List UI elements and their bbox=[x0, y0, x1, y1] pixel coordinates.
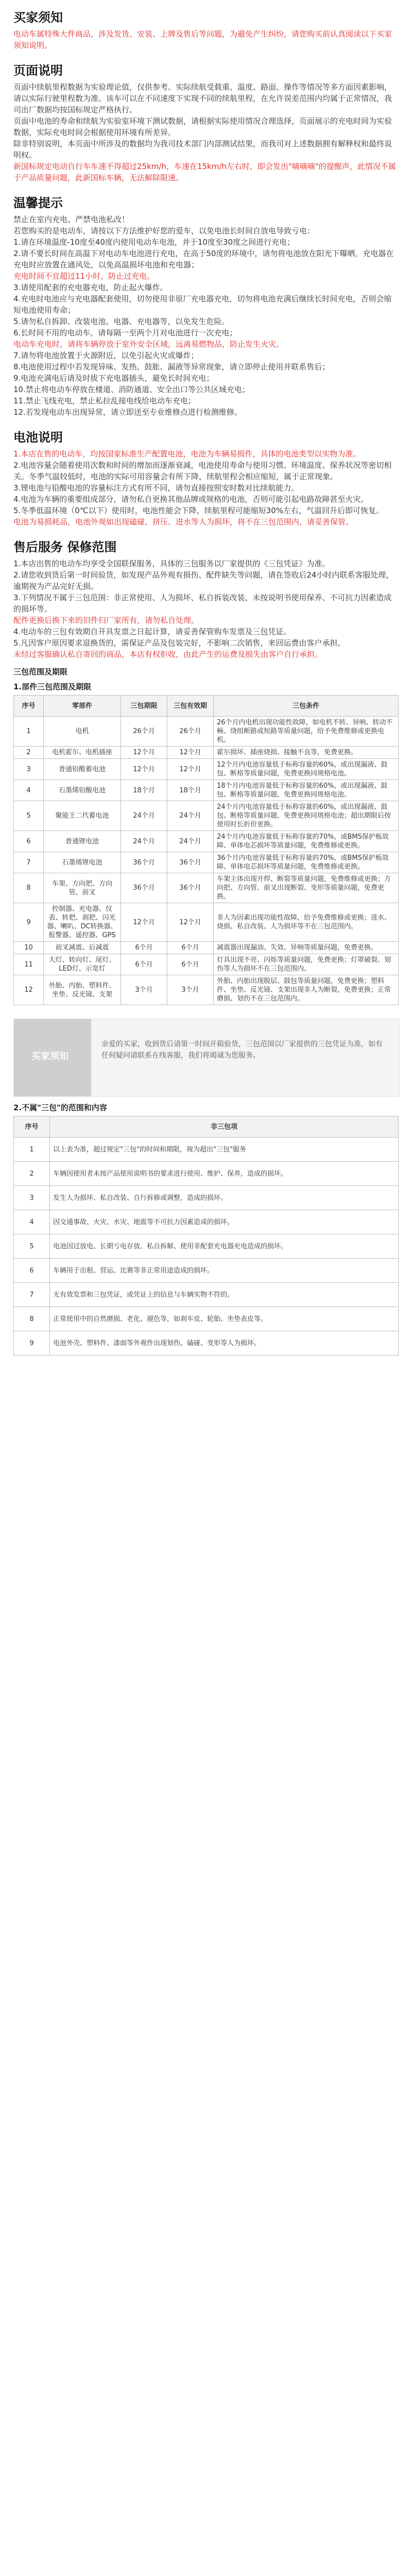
non-warranty-cell-item: 正常使用中的自然磨损、老化、褪色等，如刹车皮、轮胎、坐垫表皮等。 bbox=[50, 1307, 399, 1331]
non-warranty-table-header bbox=[14, 1116, 399, 1138]
warranty-header-valid: 三包有效期 bbox=[167, 696, 214, 717]
table-row bbox=[14, 1186, 399, 1210]
non-warranty-cell-item: 车辆用于出租、营运、比赛等非正常用途造成的损坏。 bbox=[50, 1259, 399, 1283]
tips-para: 禁止在室内充电、严禁电池私改！ bbox=[13, 215, 130, 224]
warranty-cell-term: 24个月 bbox=[121, 831, 167, 852]
page-description-para: 页面中续航里程数据为实验理论值，仅供参考。实际续航受载重、温度、路面、操作等情况等多方面因素影响，请以实际行驶里程数为准。该车可以在不同速度下实现不同的续航里程，在允许误差范围内均属于正常情况，我司出厂数据均按国标规定严格执行。 bbox=[13, 82, 392, 114]
battery-red-note: 电池为易损耗品，电池外观如出现磕碰、挤压、进水等人为损坏，将不在三包范围内，请妥善保管。 bbox=[13, 517, 354, 527]
non-warranty-table-body bbox=[14, 1138, 399, 1355]
warranty-cell-part: 普通锂电池 bbox=[44, 831, 121, 852]
tips-para: 1.请在环境温度-10度至40度内使用电动车电池，并于10度至30度之间进行充电； bbox=[13, 238, 295, 247]
non-warranty-cell-no: 9 bbox=[14, 1331, 50, 1355]
warranty-cell-term: 26个月 bbox=[121, 717, 167, 747]
warranty-cell-condition: 36个月内电池容量低于标称容量的70%，或BMS保护板故障、单体电芯损坏等质量问题，免费维修或更换。 bbox=[214, 852, 399, 873]
table-row bbox=[14, 852, 399, 873]
warranty-cell-no: 4 bbox=[14, 780, 44, 801]
table-row bbox=[14, 1283, 399, 1307]
after-sale-para: 5.凡因客户原因要求退换货的，需保证产品及包装完好，不影响二次销售，来回运费由客户承担。 bbox=[13, 638, 346, 648]
warranty-cell-no: 1 bbox=[14, 717, 44, 747]
warranty-cell-part: 控制器、充电器、仪表、转把、刹把、闪光器、喇叭、DC转换器、报警器、遥控器、GPS bbox=[44, 903, 121, 942]
after-sale-section bbox=[0, 530, 412, 662]
table-row bbox=[14, 942, 399, 954]
table-row bbox=[14, 780, 399, 801]
after-sale-para: 3.下列情况不属于三包范围：非正常使用、人为损坏、私自拆装改装、未按说明书使用保养、不可抗力因素造成的损坏等。 bbox=[13, 593, 392, 614]
table-row bbox=[14, 903, 399, 942]
after-sale-para: 4.电动车的三包有效期自开具发票之日起计算，请妥善保管购车发票及三包凭证。 bbox=[13, 627, 291, 636]
non-warranty-cell-item: 以上表为准，超过规定"三包"的时间和期限，视为超出"三包"服务 bbox=[50, 1138, 399, 1162]
tips-red-note: 充电时间不宜超过11小时，防止过充电。 bbox=[13, 272, 155, 281]
warranty-cell-part: 外胎、内胎、塑料件、坐垫、反光镜、支架 bbox=[44, 975, 121, 1005]
non-warranty-cell-no: 1 bbox=[14, 1138, 50, 1162]
tips-red-note: 电动车充电时，请将车辆停放于室外安全区域，远离易燃物品，防止发生火灾。 bbox=[13, 340, 284, 349]
warranty-cell-valid: 26个月 bbox=[167, 717, 214, 747]
warranty-cell-part: 石墨烯铅酸电池 bbox=[44, 780, 121, 801]
warranty-sub-caption: 1.部件三包范围及期限 bbox=[13, 682, 92, 691]
non-warranty-caption: 2.不属"三包"的范围和内容 bbox=[13, 1103, 107, 1112]
tips-section bbox=[0, 185, 412, 420]
table-row bbox=[14, 831, 399, 852]
purchase-notice-section bbox=[0, 0, 412, 53]
warranty-cell-valid: 12个月 bbox=[167, 747, 214, 759]
page-description-section bbox=[0, 53, 412, 185]
warranty-cell-condition: 26个月内电机出现功能性故障，如电机不转、异响、转动不畅、绕组断路或短路等质量问题，给予免费维修或更换电机。 bbox=[214, 717, 399, 747]
warranty-cell-no: 12 bbox=[14, 975, 44, 1005]
non-warranty-cell-item: 电池因过放电、长期亏电存放、私自拆解、使用非配套充电器充电造成的损坏。 bbox=[50, 1234, 399, 1259]
warranty-cell-condition: 车架主体出现开焊、断裂等质量问题，免费维修或更换；方向把、方向管、前叉出现断裂、变形等质量问题，免费更换。 bbox=[214, 873, 399, 903]
warranty-cell-condition: 外胎、内胎出现脱层、鼓包等质量问题，免费更换；塑料件、坐垫、反光镜、支架出现非人为断裂，免费更换；正常磨损、划伤不在三包范围内。 bbox=[214, 975, 399, 1005]
page-description-para: 页面中电池的寿命和续航为实验室环境下测试数据，请根据实际使用情况合理选择，页面展示的充电时间为实验数据，实际充电时间会根据使用环境有所差异。 bbox=[13, 116, 392, 137]
banner-text: 亲爱的买家，收到货后请第一时间开箱验货，三包范围以厂家提供的三包凭证为准，如有任何疑问请联系在线客服，我们将竭诚为您服务。 bbox=[101, 1040, 383, 1060]
tips-para: 7.请勿将电池放置于火源附近，以免引起火灾或爆炸； bbox=[13, 351, 199, 360]
warranty-cell-part: 前叉减震、后减震 bbox=[44, 942, 121, 954]
non-warranty-header-no: 序号 bbox=[14, 1116, 50, 1138]
table-row bbox=[14, 717, 399, 747]
purchase-notice-text: 电动车属特殊大件商品，涉及发货、安装、上牌及售后等问题，为避免产生纠纷，请您购买前认真阅读以下买家须知说明。 bbox=[13, 29, 392, 50]
non-warranty-cell-no: 2 bbox=[14, 1162, 50, 1186]
table-row bbox=[14, 1210, 399, 1234]
table-row bbox=[14, 801, 399, 831]
table-row bbox=[14, 747, 399, 759]
warranty-table bbox=[13, 695, 399, 1005]
non-warranty-cell-no: 6 bbox=[14, 1259, 50, 1283]
warranty-cell-valid: 12个月 bbox=[167, 903, 214, 942]
warranty-cell-no: 5 bbox=[14, 801, 44, 831]
tips-para: 2.请不要长时间在高温下对电动车电池进行充电，在高于50度的环境中，请勿将电池放在阳光下曝晒，充电器在充电时应放置在通风处，以免高温损坏电池和充电器； bbox=[13, 249, 394, 269]
tips-para: 4.充电时电池应与充电器配套使用，切勿使用非原厂充电器充电，切勿将电池充满后继续长时间充电，否则会缩短电池使用寿命； bbox=[13, 294, 392, 315]
warranty-cell-term: 6个月 bbox=[121, 954, 167, 975]
page-description-red-note: 新国标规定电动自行车车速不得超过25km/h，车速在15km/h左右时，即会发出"嘀嘀嘀"的提醒声，此情况不属于产品质量问题，此新国标车辆，无法解除限速。 bbox=[13, 162, 396, 182]
after-sale-para: 2.请您收到货后第一时间验货，如发现产品外观有损伤、配件缺失等问题，请在签收后24小时内联系客服处理，逾期视为产品完好无损。 bbox=[13, 570, 394, 591]
non-warranty-cell-no: 8 bbox=[14, 1307, 50, 1331]
warranty-cell-part: 聚能王二代蓄电池 bbox=[44, 801, 121, 831]
table-row bbox=[14, 1307, 399, 1331]
table-row bbox=[14, 873, 399, 903]
warranty-cell-valid: 3个月 bbox=[167, 975, 214, 1005]
non-warranty-cell-item: 发生人为损坏、私自改装、自行拆修或调整，造成的损坏。 bbox=[50, 1186, 399, 1210]
battery-para: 2.电池容量会随着使用次数和时间的增加而逐渐衰减，电池使用寿命与使用习惯、环境温度、保养状况等密切相关。冬季气温较低时，电池的实际可用容量会有所下降，续航里程会相应缩短，属于正常现象。 bbox=[13, 461, 392, 481]
warranty-cell-valid: 36个月 bbox=[167, 873, 214, 903]
warranty-cell-condition: 18个月内电池容量低于标称容量的60%，或出现漏液、鼓包、断格等质量问题，免费更换同规格电池。 bbox=[214, 780, 399, 801]
non-warranty-header-item: 非三包项 bbox=[50, 1116, 399, 1138]
tips-para: 11.禁止飞线充电，禁止私拉乱接电线给电动车充电； bbox=[13, 396, 196, 405]
warranty-cell-valid: 6个月 bbox=[167, 942, 214, 954]
warranty-cell-part: 电机 bbox=[44, 717, 121, 747]
warranty-header-term: 三包期限 bbox=[121, 696, 167, 717]
battery-para: 5.冬季低温环境（0℃以下）使用时，电池性能会下降，续航里程可能缩短30%左右，气温回升后即可恢复。 bbox=[13, 506, 384, 515]
warranty-cell-no: 3 bbox=[14, 759, 44, 780]
non-warranty-cell-item: 因交通事故、火灾、水灾、地震等不可抗力因素造成的损坏。 bbox=[50, 1210, 399, 1234]
warranty-cell-valid: 24个月 bbox=[167, 801, 214, 831]
non-warranty-cell-item: 无有效发票和三包凭证，或凭证上的信息与车辆实物不符的。 bbox=[50, 1283, 399, 1307]
non-warranty-table bbox=[13, 1116, 399, 1355]
warranty-cell-term: 12个月 bbox=[121, 747, 167, 759]
notice-banner bbox=[13, 1019, 400, 1097]
warranty-cell-condition: 灯具出现不亮、闪烁等质量问题，免费更换；灯罩破裂、划伤等人为损坏不在三包范围内。 bbox=[214, 954, 399, 975]
page-description-para: 除非特别说明，本页面中所涉及的数据均为我司技术部门内部测试结果，而我司对上述数据拥有解释权和最终说明权。 bbox=[13, 139, 392, 160]
battery-section bbox=[0, 420, 412, 530]
table-row bbox=[14, 1162, 399, 1186]
after-sale-red-note: 配件更换后换下来的旧件归厂家所有，请勿私自处理。 bbox=[13, 616, 199, 625]
warranty-table-header bbox=[14, 696, 399, 717]
page-description-title: 页面说明 bbox=[13, 63, 63, 78]
battery-para: 3.锂电池与铅酸电池的容量标注方式有所不同，请勿直接按照安时数对比续航能力。 bbox=[13, 483, 299, 493]
tips-title: 温馨提示 bbox=[13, 196, 63, 210]
warranty-cell-part: 车架、方向把、方向管、前叉 bbox=[44, 873, 121, 903]
warranty-cell-no: 2 bbox=[14, 747, 44, 759]
tips-para: 8.电池使用过程中若发现异味、发热、鼓胀、漏液等异常现象，请立即停止使用并联系售后； bbox=[13, 362, 330, 371]
warranty-cell-term: 24个月 bbox=[121, 801, 167, 831]
warranty-cell-no: 6 bbox=[14, 831, 44, 852]
banner-logo-text: 买家须知 bbox=[31, 1051, 68, 1062]
warranty-cell-part: 大灯、转向灯、尾灯、LED灯、示宽灯 bbox=[44, 954, 121, 975]
battery-para: 1.本店在售的电动车，均按国家标准生产配置电池，电池为车辆易损件，具体的电池类型以实物为准。 bbox=[13, 449, 361, 459]
warranty-cell-no: 10 bbox=[14, 942, 44, 954]
warranty-cell-term: 6个月 bbox=[121, 942, 167, 954]
battery-para: 4.电池为车辆的重要组成部分，请勿私自更换其他品牌或规格的电池，否则可能引起电路故障甚至火灾。 bbox=[13, 495, 369, 504]
warranty-caption: 三包范围及期限 bbox=[13, 667, 68, 676]
warranty-cell-no: 7 bbox=[14, 852, 44, 873]
warranty-cell-valid: 36个月 bbox=[167, 852, 214, 873]
table-row bbox=[14, 1234, 399, 1259]
table-row bbox=[14, 1259, 399, 1283]
purchase-notice-title: 买家须知 bbox=[13, 10, 63, 25]
after-sale-red-note: 未经过客服确认私自寄回的商品，本店有权拒收，由此产生的运费及损失由客户自行承担。 bbox=[13, 650, 323, 659]
warranty-cell-term: 12个月 bbox=[121, 759, 167, 780]
warranty-cell-part: 电机霍尔、电机插座 bbox=[44, 747, 121, 759]
warranty-cell-term: 12个月 bbox=[121, 903, 167, 942]
tips-para: 10.禁止将电动车停放在楼道、消防通道、安全出口等公共区域充电； bbox=[13, 385, 250, 394]
non-warranty-cell-no: 3 bbox=[14, 1186, 50, 1210]
table-row bbox=[14, 975, 399, 1005]
tips-para: 3.请使用配套的充电器充电，防止起火爆炸。 bbox=[13, 283, 168, 292]
tips-para: 若您购买的是电动车，请按以下方法维护好您的爱车，以免电池长时间自放电导致亏电： bbox=[13, 226, 315, 235]
table-row bbox=[14, 1331, 399, 1355]
warranty-header-part: 零部件 bbox=[44, 696, 121, 717]
non-warranty-cell-no: 4 bbox=[14, 1210, 50, 1234]
tips-para: 9.电池充满电后请及时拔下充电器插头，避免长时间充电； bbox=[13, 374, 214, 383]
banner-logo-icon bbox=[14, 1019, 91, 1096]
table-row bbox=[14, 759, 399, 780]
warranty-cell-condition: 霍尔损坏、插座烧损、接触不良等，免费更换。 bbox=[214, 747, 399, 759]
warranty-cell-term: 36个月 bbox=[121, 873, 167, 903]
non-warranty-cell-no: 5 bbox=[14, 1234, 50, 1259]
non-warranty-cell-no: 7 bbox=[14, 1283, 50, 1307]
warranty-cell-condition: 减震器出现漏油、失效、异响等质量问题，免费更换。 bbox=[214, 942, 399, 954]
table-row bbox=[14, 1138, 399, 1162]
warranty-cell-term: 18个月 bbox=[121, 780, 167, 801]
warranty-header-condition: 三包条件 bbox=[214, 696, 399, 717]
warranty-cell-term: 3个月 bbox=[121, 975, 167, 1005]
non-warranty-cell-item: 车辆因使用者未按产品使用说明书的要求进行使用、维护、保养，造成的损坏。 bbox=[50, 1162, 399, 1186]
warranty-header-no: 序号 bbox=[14, 696, 44, 717]
warranty-cell-part: 石墨烯锂电池 bbox=[44, 852, 121, 873]
after-sale-para: 1.本店出售的电动车均享受全国联保服务，具体的三包服务以厂家提供的《三包凭证》为准。 bbox=[13, 559, 330, 568]
warranty-cell-term: 36个月 bbox=[121, 852, 167, 873]
tips-para: 6.长时间不用的电动车，请每隔一至两个月对电池进行一次充电； bbox=[13, 328, 237, 337]
warranty-cell-valid: 6个月 bbox=[167, 954, 214, 975]
warranty-table-body bbox=[14, 717, 399, 1005]
warranty-cell-valid: 24个月 bbox=[167, 831, 214, 852]
tips-para: 12.若发现电动车出现异常，请立即送至专业维修点进行检测维修。 bbox=[13, 408, 242, 417]
warranty-cell-condition: 24个月内电池容量低于标称容量的60%，或出现漏液、鼓包、断格等质量问题，免费更换同规格电池；超出期限后按使用时长折价更换。 bbox=[214, 801, 399, 831]
after-sale-title: 售后服务 保修范围 bbox=[13, 540, 117, 554]
battery-title: 电池说明 bbox=[13, 430, 63, 445]
warranty-cell-part: 普通铅酸蓄电池 bbox=[44, 759, 121, 780]
warranty-cell-condition: 24个月内电池容量低于标称容量的70%，或BMS保护板故障、单体电芯损坏等质量问题，免费维修或更换。 bbox=[214, 831, 399, 852]
table-row bbox=[14, 954, 399, 975]
warranty-cell-valid: 18个月 bbox=[167, 780, 214, 801]
warranty-cell-no: 8 bbox=[14, 873, 44, 903]
non-warranty-cell-item: 电池外壳、塑料件、漆面等外观件出现划伤、磕碰、变形等人为损坏。 bbox=[50, 1331, 399, 1355]
warranty-cell-no: 9 bbox=[14, 903, 44, 942]
warranty-cell-valid: 12个月 bbox=[167, 759, 214, 780]
warranty-cell-condition: 12个月内电池容量低于标称容量的60%，或出现漏液、鼓包、断格等质量问题，免费更换同规格电池。 bbox=[214, 759, 399, 780]
warranty-cell-no: 11 bbox=[14, 954, 44, 975]
warranty-cell-condition: 非人为因素出现功能性故障，给予免费维修或更换；进水、烧损、私自改装、人为损坏等不在三包范围内。 bbox=[214, 903, 399, 942]
tips-para: 5.请勿私自拆卸、改装电池、电器、充电器等，以免发生危险。 bbox=[13, 317, 230, 326]
